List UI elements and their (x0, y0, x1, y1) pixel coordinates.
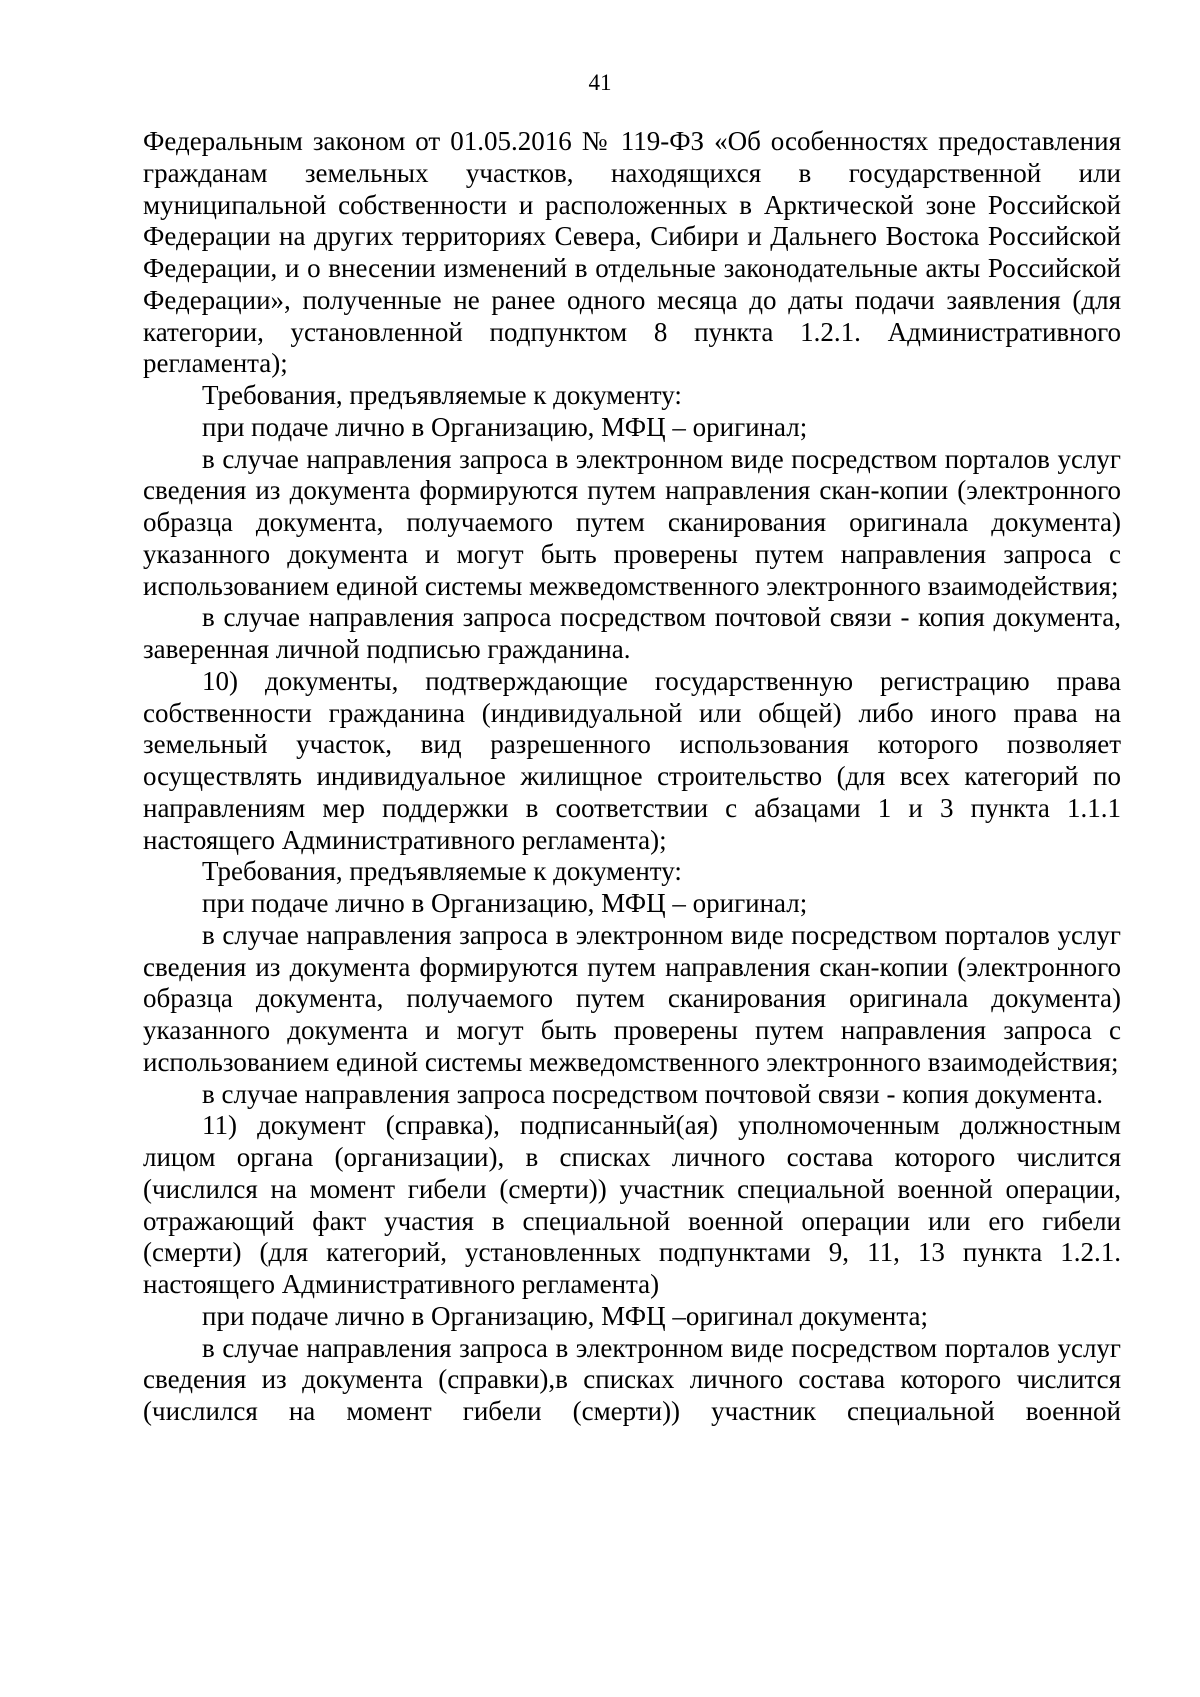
paragraph: в случае направления запроса посредством почтовой связи - копия документа. (202, 1078, 1104, 1109)
paragraph: в случае направления запроса в электронном виде посредством порталов услуг сведения из документа формируются путем направления скан-копии (электронного образца документа, получаемого путем сканирования оригинала документа) указанного документа и могут быть проверены путем направления запроса с использованием единой системы межведомственного электронного взаимодействия; (143, 919, 1121, 1077)
paragraph: 11) документ (справка), подписанный(ая) уполномоченным должностным лицом органа (организации), в списках личного состава которого числится (числился на момент гибели (смерти)) участник специальной военной операции, отражающий факт участия в специальной военной операции или его гибели (смерти) (для категорий, установленных подпунктами 9, 11, 13 пункта 1.2.1. настоящего Административного регламента) (143, 1110, 1121, 1299)
page-number: 41 (588, 70, 612, 95)
paragraph: в случае направления запроса в электронном виде посредством порталов услуг сведения из документа (справки),в списках личного состава которого числится (числился на момент гибели (смерти)) участник специальной военной (143, 1332, 1121, 1426)
paragraph: Требования, предъявляемые к документу: (202, 380, 682, 410)
paragraph: 10) документы, подтверждающие государственную регистрацию права собственности гражданина (индивидуальной или общей) либо иного права на земельный участок, вид разрешенного использования которого позволяет осуществлять индивидуальное жилищное строительство (для всех категорий по направлениям мер поддержки в соответствии с абзацами 1 и 3 пункта 1.1.1 настоящего Административного регламента); (143, 665, 1121, 855)
paragraph: при подаче лично в Организацию, МФЦ –оригинал документа; (202, 1300, 928, 1331)
paragraph: при подаче лично в Организацию, МФЦ – оригинал; (202, 411, 808, 442)
paragraph: Требования, предъявляемые к документу: (202, 856, 682, 887)
paragraph: в случае направления запроса в электронном виде посредством порталов услуг сведения из документа формируются путем направления скан-копии (электронного образца документа, получаемого путем сканирования оригинала документа) указанного документа и могут быть проверены путем направления запроса с использованием единой системы межведомственного электронного взаимодействия; (143, 443, 1121, 601)
paragraph: Федеральным законом от 01.05.2016 № 119-ФЗ «Об особенностях предоставления гражданам земельных участков, находящихся в государственной или муниципальной собственности и расположенных в Арктической зоне Российской Федерации на других территориях Севера, Сибири и Дальнего Востока Российской Федерации, и о внесении изменений в отдельные законодательные акты Российской Федерации», полученные не ранее одного месяца до даты подачи заявления (для категории, установленной подпунктом 8 пункта 1.2.1. Административного регламента); (143, 126, 1121, 379)
document-body (143, 126, 1121, 1428)
paragraph: при подаче лично в Организацию, МФЦ – оригинал; (202, 888, 808, 918)
paragraph: в случае направления запроса посредством почтовой связи - копия документа, заверенная личной подписью гражданина. (143, 602, 1121, 664)
